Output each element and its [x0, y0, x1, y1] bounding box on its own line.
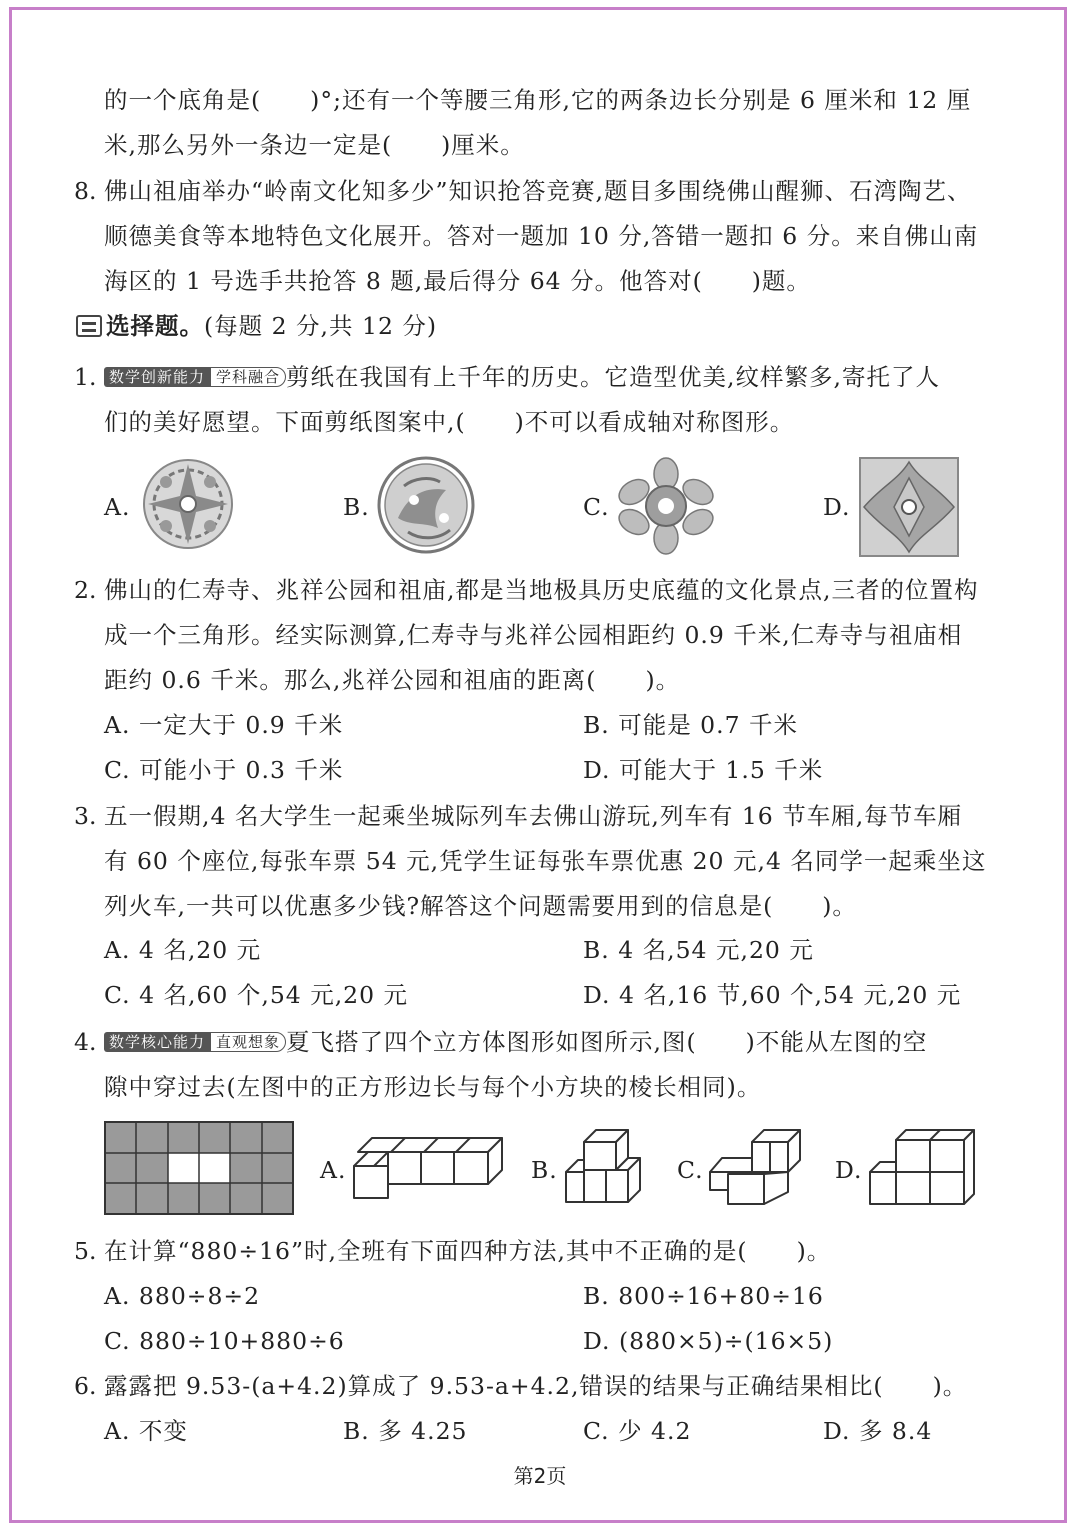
q4-option-b: B. [531, 1156, 558, 1184]
q4-option-a: A. [320, 1156, 347, 1184]
papercut-pattern-icon [614, 456, 718, 556]
question-2-line-1: 佛山的仁寿寺、兆祥公园和祖庙,都是当地极具历史底蕴的文化景点,三者的位置构 [104, 576, 979, 604]
q5-option-b: B. 800÷16+80÷16 [583, 1282, 824, 1310]
question-1-text: 剪纸在我国有上千年的历史。它造型优美,纹样繁多,寄托了人 [286, 363, 940, 391]
q6-option-c: C. 少 4.2 [583, 1417, 692, 1445]
q6-option-d: D. 多 8.4 [823, 1417, 933, 1445]
question-7-line-1: 的一个底角是( )°;还有一个等腰三角形,它的两条边长分别是 6 厘米和 12 厘 [104, 86, 972, 114]
q5-option-d: D. (880×5)÷(16×5) [583, 1327, 834, 1355]
gap-grid-figure [104, 1121, 294, 1215]
question-3-line-2: 有 60 个座位,每张车票 54 元,凭学生证每张车票优惠 20 元,4 名同学一起乘坐这 [104, 847, 987, 875]
page-number: 第2页 [513, 1464, 567, 1488]
cube-figure-icon [348, 1136, 508, 1200]
q1-option-d: D. [823, 493, 851, 521]
question-2-number: 2. [74, 576, 97, 604]
question-6-line: 露露把 9.53-(a+4.2)算成了 9.53-a+4.2,错误的结果与正确结果相比( )。 [104, 1372, 968, 1400]
q2-option-c: C. 可能小于 0.3 千米 [104, 756, 344, 784]
question-5-line: 在计算“880÷16”时,全班有下面四种方法,其中不正确的是( )。 [104, 1237, 832, 1265]
question-4-line-1 [104, 1025, 927, 1059]
tag-dark: 数学核心能力 [104, 1032, 210, 1052]
question-1-tag [104, 366, 286, 388]
question-7-line-2: 米,那么另外一条边一定是( )厘米。 [104, 131, 525, 159]
q3-option-b: B. 4 名,54 元,20 元 [583, 936, 814, 964]
tag-light: 直观想象 [210, 1032, 286, 1052]
question-5-number: 5. [74, 1237, 97, 1265]
q6-option-a: A. 不变 [104, 1417, 188, 1445]
question-3-line-3: 列火车,一共可以优惠多少钱?解答这个问题需要用到的信息是( )。 [104, 892, 857, 920]
q1-option-b: B. [343, 493, 370, 521]
q2-option-a: A. 一定大于 0.9 千米 [104, 711, 344, 739]
question-4-line-2: 隙中穿过去(左图中的正方形边长与每个小方块的棱长相同)。 [104, 1073, 762, 1101]
q3-option-a: A. 4 名,20 元 [104, 936, 262, 964]
question-1-number: 1. [74, 363, 97, 391]
tag-light: 学科融合 [210, 367, 286, 387]
papercut-pattern-icon [136, 456, 240, 552]
papercut-pattern-icon [374, 456, 478, 554]
cube-figure-icon [562, 1128, 646, 1208]
question-2-line-3: 距约 0.6 千米。那么,兆祥公园和祖庙的距离( )。 [104, 666, 681, 694]
question-6-number: 6. [74, 1372, 97, 1400]
question-8-line-1: 佛山祖庙举办“岭南文化知多少”知识抢答竞赛,题目多围绕佛山醒狮、石湾陶艺、 [104, 177, 972, 205]
question-8-number: 8. [74, 177, 97, 205]
q2-option-d: D. 可能大于 1.5 千米 [583, 756, 824, 784]
question-8-line-2: 顺德美食等本地特色文化展开。答对一题加 10 分,答错一题扣 6 分。来自佛山南 [104, 222, 979, 250]
q3-option-c: C. 4 名,60 个,54 元,20 元 [104, 981, 409, 1009]
cube-figure-icon [866, 1128, 978, 1208]
question-2-line-2: 成一个三角形。经实际测算,仁寿寺与兆祥公园相距约 0.9 千米,仁寿寺与祖庙相 [104, 621, 963, 649]
question-8-line-3: 海区的 1 号选手共抢答 8 题,最后得分 64 分。他答对( )题。 [104, 267, 811, 295]
q4-option-d: D. [835, 1156, 863, 1184]
q5-option-a: A. 880÷8÷2 [104, 1282, 261, 1310]
tag-dark: 数学创新能力 [104, 367, 210, 387]
section-2-note: (每题 2 分,共 12 分) [204, 312, 438, 340]
question-4-text: 夏飞搭了四个立方体图形如图所示,图( )不能从左图的空 [286, 1028, 928, 1056]
q1-option-a: A. [104, 493, 131, 521]
section-2-header [76, 309, 437, 343]
question-4-number: 4. [74, 1028, 97, 1056]
q3-option-d: D. 4 名,16 节,60 个,54 元,20 元 [583, 981, 962, 1009]
q2-option-b: B. 可能是 0.7 千米 [583, 711, 799, 739]
q5-option-c: C. 880÷10+880÷6 [104, 1327, 345, 1355]
question-1-line-1 [104, 360, 940, 394]
q1-option-c: C. [583, 493, 610, 521]
section-two-icon [76, 315, 102, 337]
question-3-line-1: 五一假期,4 名大学生一起乘坐城际列车去佛山游玩,列车有 16 节车厢,每节车厢 [104, 802, 963, 830]
q6-option-b: B. 多 4.25 [343, 1417, 468, 1445]
section-2-title: 选择题。 [106, 312, 204, 340]
question-4-tag [104, 1031, 286, 1053]
question-3-number: 3. [74, 802, 97, 830]
question-1-line-2: 们的美好愿望。下面剪纸图案中,( )不可以看成轴对称图形。 [104, 408, 795, 436]
q4-option-c: C. [677, 1156, 704, 1184]
cube-figure-icon [706, 1128, 806, 1208]
papercut-pattern-icon [858, 456, 960, 558]
